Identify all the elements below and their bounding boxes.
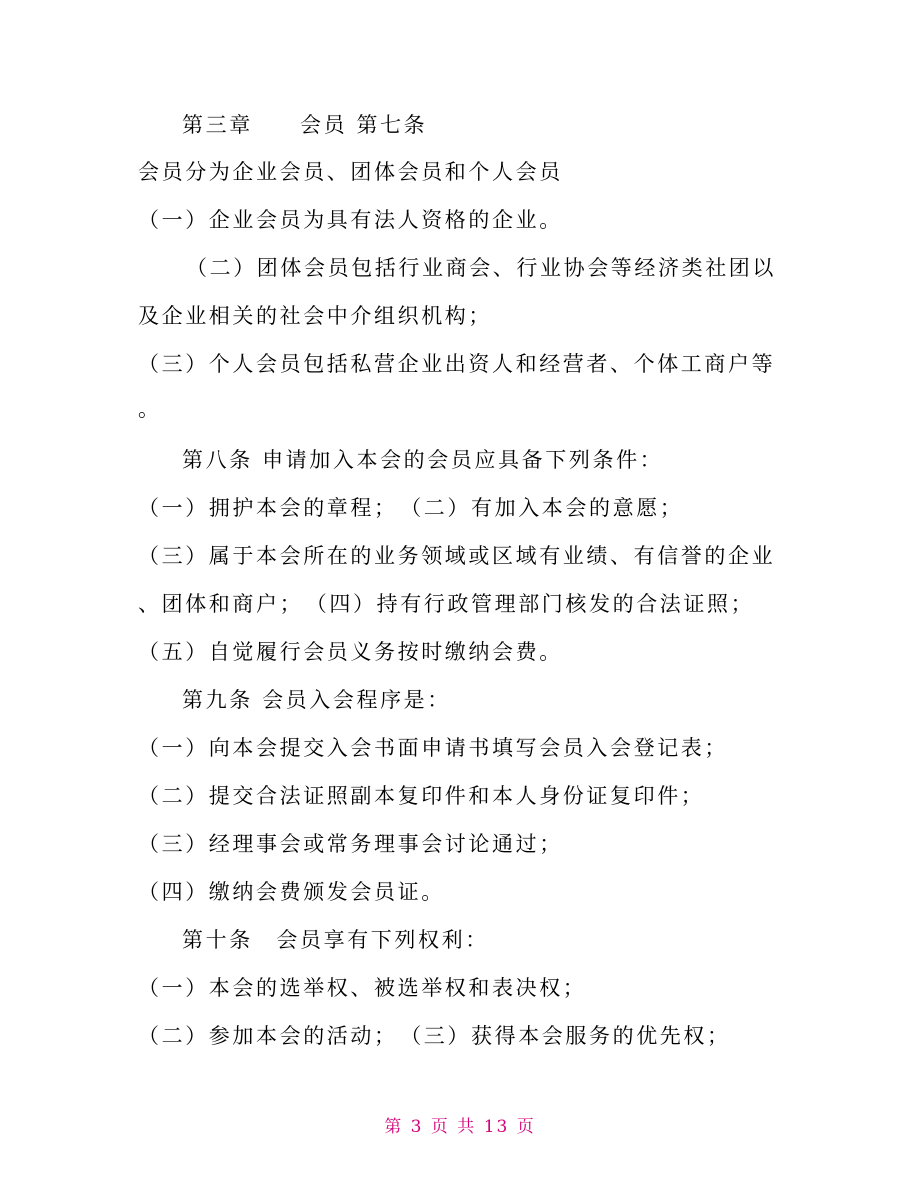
paragraph-line: （一）向本会提交入会书面申请书填写会员入会登记表；: [138, 736, 728, 760]
paragraph-line: 、团体和商户； （四）持有行政管理部门核发的合法证照；: [138, 592, 755, 616]
paragraph-line: （一）拥护本会的章程； （二）有加入本会的意愿；: [138, 496, 684, 520]
article-heading: 第八条 申请加入本会的会员应具备下列条件：: [182, 448, 664, 472]
paragraph-line: 及企业相关的社会中介组织机构；: [138, 304, 492, 328]
paragraph-line: 。: [138, 397, 162, 421]
paragraph-line: （五）自觉履行会员义务按时缴纳会费。: [138, 640, 563, 664]
paragraph-line: 会员分为企业会员、团体会员和个人会员: [138, 160, 563, 184]
paragraph-line: （一）企业会员为具有法人资格的企业。: [138, 208, 563, 232]
paragraph-line: （三）经理事会或常务理事会讨论通过；: [138, 832, 563, 856]
page-number-footer: 第 3 页 共 13 页: [384, 1117, 536, 1137]
paragraph-line: （二）提交合法证照副本复印件和本人身份证复印件；: [138, 784, 705, 808]
paragraph-line: （三）个人会员包括私营企业出资人和经营者、个体工商户等: [138, 352, 776, 376]
paragraph-line: （四）缴纳会费颁发会员证。: [138, 880, 445, 904]
article-heading: 第十条 会员享有下列权利：: [182, 928, 489, 952]
article-heading: 第九条 会员入会程序是：: [182, 688, 451, 712]
paragraph-line: （三）属于本会所在的业务领域或区域有业绩、有信誉的企业: [138, 544, 776, 568]
paragraph-line: （二）参加本会的活动； （三）获得本会服务的优先权；: [138, 1024, 731, 1048]
paragraph-line: （二）团体会员包括行业商会、行业协会等经济类社团以: [186, 256, 776, 280]
paragraph-line: （一）本会的选举权、被选举权和表决权；: [138, 976, 587, 1000]
chapter-heading: 第三章 会员 第七条: [182, 113, 428, 137]
